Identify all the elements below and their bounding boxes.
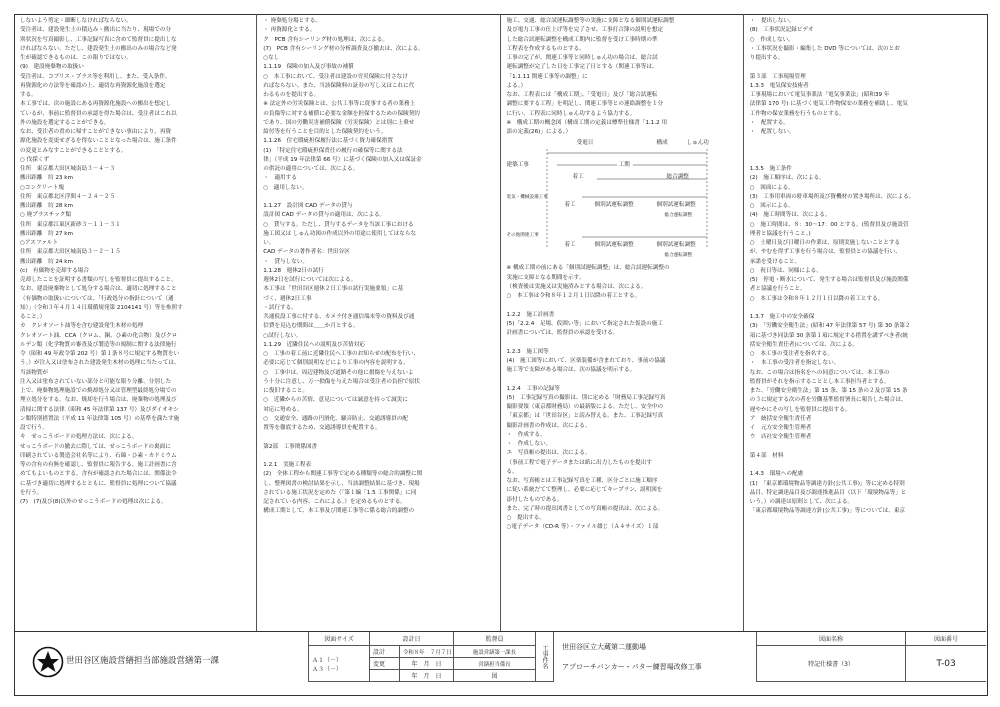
spec-line: クレオソート油、CCA（クロム、銅、ひ素の化合物）及びクロ [20,332,178,339]
spec-line: また、「労働安全衛生法」第 15 条、第 15 条の２及び第 15 条 [749,388,908,394]
change-date: 年 月 日 [400,658,454,670]
spec-line: ○ 図面による。 [749,184,794,191]
spec-line: (9) 建設廃棄物の取扱い [20,64,84,71]
spec-line: なお、受注者の責めに帰すことができない事由により、再資 [20,129,172,135]
spec-line: 1.1.26 住宅瑕疵担保履行法に基づく資力確保措置 [263,138,393,145]
spec-line: 1.2.1 実施工程表 [263,462,312,468]
spec-line: (1) 「東京都環境物品等調達方針(公共工事)」等に定める特別 [749,480,905,487]
spec-line: ○ 適用しない。 [263,184,308,191]
spec-line: 上で、廃棄物処理施設での焼却処分又は管理型最終処分場での [20,388,177,394]
spec-line: ○ 本工事において、受注者は建設の労災保険に付さなけ [263,73,408,80]
spec-line: なお、建設廃棄物として処分する場合は、適切に処理すること [20,286,177,293]
spec-columns [14,14,986,631]
spec-line: 第４部 材料 [749,452,784,459]
spec-line: ○ 図示による。 [749,203,794,209]
spec-line: ルデン類（化学物質の審査及び製造等の規制に関する法律施行 [20,341,177,348]
spec-line: 受注者は、コブリス・プラス等を利用し、また、受入条件、 [20,73,171,80]
diagram-item: 総合調整 [666,174,689,181]
spec-line: ○なし [263,55,280,61]
spec-line: ○ 本工事の受注者を指名する。 [749,351,833,357]
spec-line: ・ 本工事の受注者を指定しない。 [749,360,840,367]
spec-line: ているが、事前に監督員の承認を得た場合は、受注者はこれ以 [20,110,177,117]
spec-line: (c) 有価物を売却する場合 [20,267,89,274]
spec-line: 1.1.28 週休2日の試行 [263,267,324,274]
spec-line: （検査後は実施又は実施済みとする場合は、次による。 [506,283,647,290]
spec-line: が、やむを得ず工事を行う場合は、監督員との協議を行い、 [749,249,901,256]
spec-line: 1.1.29 近隣住民への説明及び苦情対応 [263,341,365,348]
spec-line: ク PCB 含有シーリング材の処理は、次による。 [263,36,388,43]
change-row-label: 変更 [370,658,400,670]
spec-line: ・ 配置する。 [749,119,789,126]
spec-line: 者と協議を行うこと。 [749,286,806,293]
spec-line: 埋立処分をする。なお、焼却を行う場合は、廃棄物の処理及び [20,397,177,404]
spec-line: なお、工程表には「構成工期」、「受電日」及び「総合試運転 [506,92,658,98]
project-label-vertical: 工事件名 [536,632,554,682]
spec-line: なお、この場合は指名をへの同意については、本工事の [749,369,890,376]
spec-line: (3) 「労働安全衛生法」(昭和 47 年法律第 57 号) 第 30 条第２ [749,323,911,330]
project-name-line1: 世田谷区立大蔵第二運動場 [562,643,646,651]
spec-line: 工作物の保安業務を行うものとする。 [749,110,845,117]
spec-line: ※ 構成工期の前にある「個別試運転調整」は、総合試運転調整の [506,265,670,272]
spec-line: であり、国の労働災害補償保険（労災保険）とは別に上乗せ [263,119,415,126]
diagram-item: 工期 [618,162,630,169]
diagram-label-structure: 構成 [656,140,668,147]
spec-line: (5) 停電・断水について、発生する場合は監督員及び施設関係 [749,277,909,283]
spec-line: 対応に努める。 [263,406,303,413]
spec-line: 1.1.27 設計図 CAD データの貸与 [263,203,353,209]
spec-line: 記されている内容、これによる。）を定めるものとする。 [263,499,406,505]
spec-line: 共通仮設工事に付する、カメラ付き通信端末等の資料及び通 [263,314,415,320]
spec-line: を行う。 [20,489,43,496]
spec-line: 再資源化の方法等を確認の上、適切な再資源化施設を選定 [20,82,166,89]
spec-line: ※ 構成工期の概念図（構成工期の定義は標準仕様書「1.1.2 用 [506,119,668,126]
spec-line: (4) 施工時間等は、次による。 [749,212,831,219]
spec-line: 施工、交通、総合試運転調整等の実施に支障となる個別試運転調整 [506,18,675,24]
spec-line: 等の含有の有無を確認し、監督員に報告する。施工計画書に含 [20,462,177,468]
spec-line: 添付したものである。 [506,496,563,503]
spec-line: 知）」（令和３年４月１４日環循規発第 2104141 号）等を参照す [20,304,183,311]
spec-line: 運転調整が完了した日を工事完了日とする（関連工事等は、 [506,64,658,71]
spec-line: よる。） [506,82,527,89]
spec-line: ○電子データ（CD-R 等）・ファイル綴じ（Ａ４サイズ）１部 [506,524,659,531]
spec-line: 住所 東京都大田区城南島３－２－１５ [20,249,121,256]
spec-line: ・ 再資源化とする。 [263,27,316,34]
diagram-item: 総合運転調整 [664,253,693,259]
spec-line: イ 元方安全衛生管理者 [749,425,812,431]
spec-line [263,433,493,442]
spec-column-2 [257,14,500,631]
diagram-item: 個別試運転調整 [656,242,696,249]
spec-line [750,156,980,165]
spec-line: に行い、工程表に同時しゅん功するよう協力する。 [506,110,636,117]
scale-header: 図面サイズ [308,632,370,646]
spec-line: ること。） [20,314,46,320]
supervisor-3: 図 [454,670,536,682]
diagram-item: 総合運転調整 [664,213,693,219]
diagram-label-completion: しゅん功 [686,140,709,147]
spec-line: い。 [263,240,275,246]
spec-line [507,375,737,384]
spec-line: 及び電力工事の仕上げ等を完了させ、工事打合簿の説明を想定 [506,27,663,34]
spec-line: ・ 作成しない。 [506,441,552,447]
spec-line: 住所 東京都北区浮間４－２４－２５ [20,193,116,200]
spec-line: 本工事は「世田谷区週休２日工事の試行実施要領」に基 [263,286,404,293]
supervisor-header: 監督員 [454,632,536,646]
spec-line: (2) 施工順序は、次による。 [749,175,825,182]
spec-line: に基づき適切に処理するとともに、監督員に処理について協議 [20,480,177,487]
spec-line: 住所 東京都大田区城南島３－４－３ [20,166,116,172]
spec-line: また、完了時の提出図書としての写真帳の提出は、次による。 [506,505,664,512]
spec-line: 括安全衛生責任者)については、次による。 [749,341,859,348]
spec-line: 監督員がそれを指示することとし本工事担当者とする。 [749,378,890,385]
spec-line: ・ 配置しない。 [749,129,795,135]
spec-line: 承諾を受けること。 [749,258,801,265]
spec-line: 搬出距離 約 28 km [20,203,73,209]
spec-line: キ せっこうボードの処理方法は、次による。 [20,434,138,441]
drawing-number: T-03 [906,646,986,682]
spec-line: ○ 工事中は、周辺建物及び道路その他に損傷を与えないよ [263,369,414,376]
spec-line: (5) 工事記録写真の撮影は、別に定める「財務局工事記録写真 [506,394,666,401]
spec-line: わるものを提出する。 [263,92,320,98]
spec-line: 搬出距離 約 23 km [20,175,73,182]
blank-date: 年 月 日 [400,670,454,682]
spec-line [750,461,980,470]
spec-line: 給付等を行うことを目的とした保険契約をいう。 [263,129,387,135]
spec-line: り提出する。 [749,55,784,61]
spec-line: 設で行う。 [20,425,48,431]
spec-line: 「東京都」は「世田谷区」と読み替える。また、工事記録写真 [506,413,664,420]
spec-line: 1.4.3 環境への配慮 [749,471,804,478]
spec-line: する。 [20,92,37,98]
organization-name: 世田谷区施設営繕担当部施設営繕第一課 [66,656,220,666]
spec-line: 印刷されている製造会社名等により、石綿・ひ素・カドミウム [20,452,177,459]
spec-line: 必要に応じて個別説明などにより工事の内容を説明する。 [263,360,409,367]
spec-line: ○ 祝日等は、同様による。 [749,267,822,274]
spec-line: ・工事状況を撮影・編集した DVD 等については、次のとお [749,45,900,52]
spec-line: 1.2.3 施工図等 [506,348,549,355]
spec-line: ・試行する。 [263,304,297,311]
spec-line: 実施に支障となる期間を示す。 [506,274,585,281]
spec-line: 遅やかにその写しを監督員に提出する。 [749,406,851,413]
scale-a1: Ａ１（－） [312,656,343,664]
spec-line [750,147,980,156]
column-3-text-top [507,17,737,137]
spec-line: (8) 工事状況記録ビデオ [749,27,814,34]
spec-line: (7) (7)及び(8)以外のせっこうボードの処理は次による。 [20,499,167,505]
spec-line: ○ 交通安全、通路の円滑化、騒音防止、交通誘導員の配 [263,415,408,422]
spec-line: ・ 提出しない。 [749,18,795,24]
spec-line: ○ 伐採くず [20,156,50,163]
construction-period-diagram [507,139,737,261]
spec-line: カ クレオソート油等を含む建設発生木材の処理 [20,323,144,330]
spec-line: 生が確認できるものは、この限りではない。 [20,55,132,61]
spec-line: いう。）の調達は原則として、次による。 [749,499,854,505]
spec-line: 施工等で支障がある場合は、次の協議を明示する。 [506,367,636,373]
spec-line: (1) 「特定住宅瑕疵担保責任の履行の確保等に関する法 [263,147,403,154]
design-date: 令和８年 ７月７日 [400,646,454,658]
spec-line: う十分に注意し、万一損傷を与えた場合は受注者の負担で原状 [263,378,420,385]
spec-line: に復旧すること。 [263,388,309,394]
spec-line: ・ 廃棄処分場とする。 [263,18,321,24]
spec-line: の変更とみなすことができることとする。 [20,147,127,154]
spec-line: エ 写真帳の提出は、次による。 [506,450,591,457]
spec-column-3 [501,14,744,631]
column-3-text-bottom [507,264,737,532]
spec-line [750,137,980,146]
spec-line: (5)「2.2.4 足場、仮囲い等」において指定された仮設の施工 [506,320,663,327]
title-block [14,631,986,695]
spec-line: ○ 土曜日及び日曜日の作業は、原則実施しないこととする [749,240,901,246]
spec-line: 搬出距離 約 24 km [20,258,73,265]
spec-line [507,301,737,310]
spec-line: 別状況を写真撮影し、工事記録写真に含めて監督員に提出しな [20,36,177,43]
spec-line: ○ 近隣からの苦情、意見については誠意を持って誠実に [263,397,408,404]
drawing-name: 特記仕様書（3） [756,646,906,682]
spec-line: ○ 廃プラスチック類 [20,212,71,219]
scale-values [308,646,370,682]
diagram-item: 着工 [572,174,584,181]
spec-line: の３に規定する次の者を労働基準監督署長に報告した場合は、 [749,397,907,404]
spec-line: されている施工状況を定めた（「第１編「1.5 工事関係」に同 [263,489,417,496]
diagram-row-other: その他関連工事 [506,233,539,239]
spec-line: 週休2日を試行については次による。 [263,277,357,283]
spec-line: 工事現場において電気事業法「電気事業法」(昭和39 年 [749,92,890,98]
spec-line: る。 [506,468,518,475]
drawing-name-header: 図面名称 [756,632,906,646]
diagram-row-building: 建築工事 [506,162,529,169]
scale-a3: Ａ３（－） [312,665,343,673]
spec-line: ・ 貸与しない。 [263,258,309,265]
spec-line: 「1.1.11 関連工事等の調整」に [506,73,588,80]
spec-line [750,304,980,313]
spec-line: ン類特別措置法（平成 11 年法律第 105 号）の基準を満たす施 [20,415,180,422]
spec-line: 信費を見込む期間は＿＿か月とする。 [263,323,359,330]
spec-line: し、整理図書の検討結果を示し、当該調整結果に基づき、現場 [263,480,420,487]
spec-line: 当該物質が [20,369,48,376]
diagram-row-equipment: 電気・機械設備工事 [506,195,548,201]
spec-line: CAD データの著作者名：世田谷区 [263,249,350,256]
spec-line: ○ 本工事は令和８年１２月１日以降の着工とする。 [506,293,641,299]
spec-line: 注入又は塗布されていない部分と可能な限り分離、分別した [20,378,172,385]
spec-line: ○アスファルト [20,240,59,246]
design-date-header: 設計日 [370,632,454,646]
spec-line: 構成工期として、本工事及び関連工事等に係る総合的調整の [263,508,415,515]
spec-line [263,193,493,202]
project-name-line2: アプローチバンカー・パター練習場改修工事 [562,663,702,671]
spec-line: う。）が注入又は塗布された建設発生木材の処理に当たっては、 [20,360,180,367]
spec-line: ○ 作成しない。 [749,36,794,43]
spec-line: 法律第 170 号) に基づく電気工作物保安の業務を補助し、電気 [749,101,908,108]
spec-line: ・ 作成する。 [506,431,546,438]
spec-line [263,452,493,461]
supervisor-2: 営繕担当係長 [454,658,536,670]
spec-line: ※ 法定外の労災保険とは、公共工事等に従事する者の業務上 [263,101,416,108]
spec-column-4 [744,14,986,631]
spec-line [750,63,980,72]
spec-line: 品目、特定調達品目及び調達推進品目（以下「環境物品等」と [749,489,907,496]
spec-line: 第2部 工事関係図書 [263,443,318,450]
spec-line: 外の施設を選定することができる。 [20,119,110,126]
spec-line [750,443,980,452]
spec-line: (2) 全体工程から関連工事等で定める種類等の総合的調整に関 [263,471,423,478]
diagram-item: 個別試運転調整 [594,202,634,209]
spec-line: 項に基づき同法第 30 条第１項に規定する措置を講ずべき者(統 [749,332,908,339]
spec-line: 1.2.2 施工計画書 [506,311,555,318]
spec-line: 本工事では、次の施設にある再資源化施設への搬出を想定し [20,101,172,108]
spec-line: 清掃に関する法律（昭和 45 年法律第 137 号）及びダイオキシ [20,406,179,413]
spec-line: の供託の適用については、次による。 [263,166,359,172]
spec-line: しないよう剪定・細断しなければならない。 [20,18,132,24]
supervisor-1: 施設営繕第一課長 [454,646,536,658]
spec-line: ・ 適用する [263,175,297,182]
spec-line: 令（昭和 49 年政令第 202 号）第１条８号に規定する物質をい [20,351,180,357]
diagram-item: 個別試運転調整 [656,202,696,209]
diagram-item: 個別試運転調整 [594,242,634,249]
spec-line: 調整に要する工程」を明記し、関連工事等との連絡調整を１分 [506,101,664,108]
spec-line: の負傷等に対する補償に必要な金額を担保するための保険契約 [263,110,420,117]
spec-line: ○試行しない。 [263,332,302,339]
spec-line: (7) PCB 含有シーリング材の分析調査及び撤去は、次による。 [263,45,424,52]
spec-line: ○ 工事の着工前に近隣住民へ工事のお知らせの配布を行い、 [263,351,419,357]
diagram-item: 着工 [564,202,576,209]
spec-line: した総合試運転調整を構成工期内に監督を受け工事時期の準 [506,36,658,43]
spec-line: 置等を徹底するため、交通誘導員を配置する。 [263,425,381,431]
spec-line: 設計図 CAD データの貸与の適用は、次による。 [263,212,386,219]
spec-line: 1.3.7 施工中の安全確保 [749,314,815,320]
spec-line: 理者と協議を行うこと。) [749,230,811,237]
spec-line: (3) 工事用車両の駐車場所及び資機材の置き場所は、次による。 [749,193,915,200]
spec-line: ○ 施工時間は、８：30～17：00 とする。(監督員及び施設管 [749,221,909,228]
spec-line: ればならない。また、当該保険料の証券の写し又はこれに代 [263,82,415,89]
spec-line: （有価物の取扱いについては、「行政処分の指針について（通 [20,295,174,302]
spec-line: (4) 施工図等において、区楽装備が含まれており、事前の協議 [506,357,666,364]
spec-line: ○コンクリート塊 [20,184,64,191]
spec-line: 「東京都環境物品等調達方針(公共工事)」等については、東京 [749,508,906,515]
spec-line: 工事の完了が、関連工事等と同時しゅん功の場合は、総合試 [506,55,658,61]
drawing-number-header: 図面番号 [906,632,986,646]
spec-line: （事前工程で電子データまたは紙に出力したものを提出す [506,459,652,466]
spec-line: 1.3.5 施工条件 [749,166,792,172]
spec-line: せっこうボードの撤去に際しては、せっこうボードの裏面に [20,443,171,450]
spec-line: 1.3.3 電気保安技術者 [749,82,809,89]
spec-line: 受注者は、建設発生土の積込み・搬出に当たり、現場での分 [20,27,172,34]
spec-line: めてもよいものとする。含有が確認された場合には、関係法令 [20,471,177,478]
spec-line: ○ 本工事は令和８年１２月１日以降の着工とする。 [749,295,884,302]
spec-line: ア 統括安全衛生責任者 [749,415,812,422]
spec-line: ○ 貸与する。ただし、貸与するデータを当該工事における [263,221,414,228]
spec-line: ウ 店社安全衛生管理者 [749,434,812,441]
spec-line: に従い系統だてて整理し、必要に応じてキープラン、説明図を [506,487,663,494]
setagaya-emblem-icon [32,646,64,678]
spec-line: 1.2.4 工事の記録等 [506,385,560,392]
spec-line: ○ 提出する。 [506,515,545,521]
diagram-item: 着工 [564,242,576,249]
spec-line: 1.1.19 保険の加入及び事故の補償 [263,64,354,71]
spec-line: 語の定義(26)」による。） [506,129,572,135]
spec-line: ければならない。ただし、建設発生土の搬出のみの場合など発 [20,45,177,52]
spec-line: 搬出距離 約 27 km [20,230,73,237]
design-row-label: 設計 [370,646,400,658]
spec-line: 工程表を作成するものとする。 [506,45,585,52]
spec-line: 住所 東京都江東区新砂３－１１－３１ [20,221,121,228]
spec-line: 撮影計画書の作成は、次による。 [506,422,591,429]
diagram-label-receiving: 受電日 [576,140,594,147]
spec-line: 源化施設を変更せざるを得ないこととなった場合は、施工条件 [20,138,177,145]
spec-line: 売却したことを証明する書類の写しを監督員に提出すること。 [20,277,177,283]
spec-line: づく、週休2日工事 [263,295,312,302]
spec-line: 撮影要領（東京都財務局）の最新版による。ただし、安全中の [506,404,664,410]
spec-line: 施工図又は しゅん功図の作成以外の用途に使用してはならな [263,230,417,237]
spec-line [507,338,737,347]
spec-line: 第３部 工事現場管理 [749,73,806,80]
blank-row-label [370,670,400,682]
spec-line: 律」（平成 19 年法律第 66 号）に基づく保険の加入又は保証金 [263,156,422,163]
spec-column-1 [14,14,257,631]
spec-line: なお、写真帳とは工事記録写真を工種、区分ごとに施工順序 [506,478,658,484]
spec-line: 計画書については、監督員の承認を受ける。 [506,330,619,336]
